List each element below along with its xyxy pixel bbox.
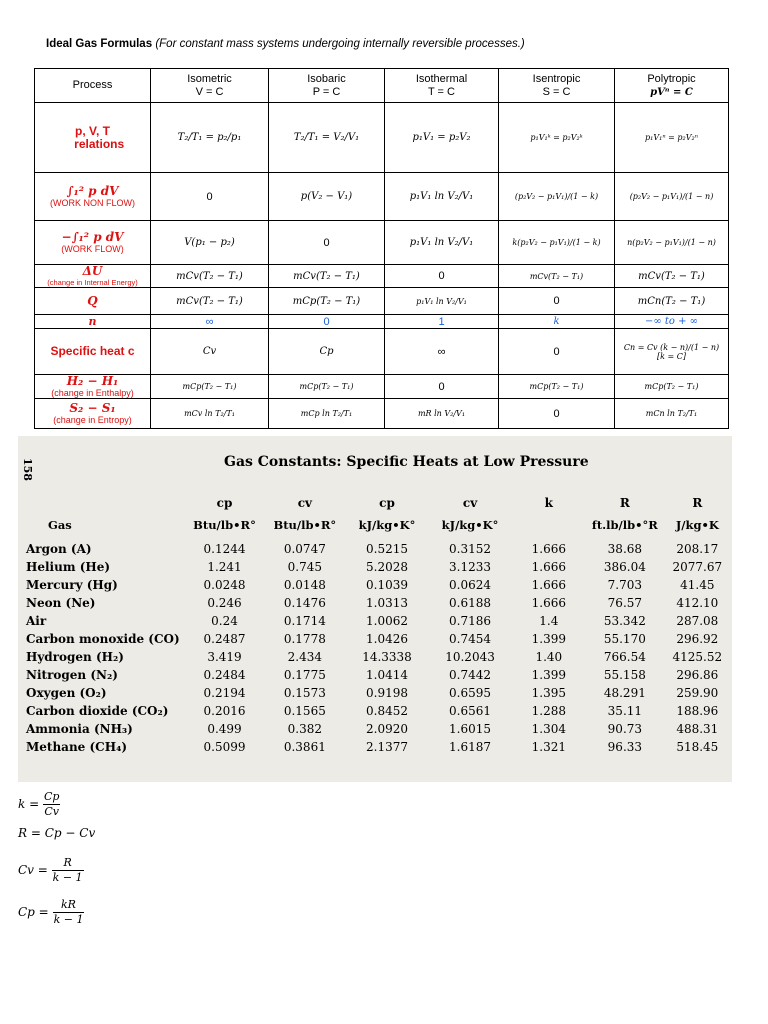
cell-q-isobaric: mCp(T₂ − T₁) — [269, 288, 385, 315]
symbol-cp-btu: cp — [216, 496, 233, 510]
gas-value: 0.382 — [287, 722, 323, 736]
cell-ds-isometric: mCv ln T₂/T₁ — [151, 399, 269, 429]
gas-name: Ammonia (NH₃) — [26, 722, 133, 736]
gas-value: 55.170 — [603, 632, 646, 646]
gas-name: Mercury (Hg) — [26, 578, 118, 592]
gas-value: 1.0414 — [366, 668, 408, 682]
gas-value: 0.7454 — [449, 632, 492, 646]
gas-value: 1.288 — [531, 704, 566, 718]
cell-du-isentropic: mCv(T₂ − T₁) — [499, 265, 615, 288]
cell-c-isothermal: ∞ — [385, 329, 499, 375]
gas-value: 0.5215 — [366, 542, 408, 556]
label-delta-h: H₂ − H₁ (change in Enthalpy) — [35, 375, 151, 399]
gas-value: 0.6188 — [449, 596, 492, 610]
cell-dh-isobaric: mCp(T₂ − T₁) — [269, 375, 385, 399]
table-row — [26, 558, 732, 576]
table-row — [26, 540, 732, 558]
row-pvt — [35, 103, 729, 173]
cell-n-isobaric: 0 — [269, 315, 385, 329]
cell-ds-polytropic: mCn ln T₂/T₁ — [615, 399, 729, 429]
gas-value: 386.04 — [603, 560, 646, 574]
gas-name: Carbon dioxide (CO₂) — [26, 704, 169, 718]
col-header-isothermal: Isothermal T = C — [385, 69, 499, 103]
col-header-process: Process — [35, 69, 151, 103]
header-row — [35, 69, 729, 103]
cell-q-isothermal: p₁V₁ ln V₂/V₁ — [385, 288, 499, 315]
row-delta-h — [35, 375, 729, 399]
gas-value: 53.342 — [603, 614, 646, 628]
cell-pvt-polytropic: p₁V₁ⁿ = p₂V₂ⁿ — [615, 103, 729, 173]
gas-value: 208.17 — [676, 542, 719, 556]
gas-value: 0.1714 — [283, 614, 326, 628]
gas-value: 0.7442 — [449, 668, 492, 682]
unit-cv-btu: Btu/lb•R° — [273, 518, 337, 532]
gas-value: 2.1377 — [366, 740, 408, 754]
gas-name: Oxygen (O₂) — [26, 686, 107, 700]
cell-flow-isobaric: 0 — [269, 221, 385, 265]
ideal-gas-formula-table — [34, 68, 729, 429]
gas-value: 1.399 — [531, 668, 566, 682]
gas-value: 188.96 — [676, 704, 719, 718]
gas-header: Gas — [48, 518, 72, 532]
gas-value: 5.2028 — [366, 560, 408, 574]
gas-name: Neon (Ne) — [26, 596, 96, 610]
row-n — [35, 315, 729, 329]
gas-value: 1.0062 — [366, 614, 408, 628]
gas-value: 287.08 — [676, 614, 719, 628]
gas-value: 10.2043 — [445, 650, 495, 664]
col-header-isobaric: Isobaric P = C — [269, 69, 385, 103]
gas-value: 2077.67 — [672, 560, 723, 574]
unit-cp-btu: Btu/lb•R° — [193, 518, 256, 532]
row-delta-s — [35, 399, 729, 429]
gas-value: 4125.52 — [672, 650, 723, 664]
gas-rows — [26, 540, 732, 756]
cell-pvt-isobaric: T₂/T₁ = V₂/V₁ — [269, 103, 385, 173]
table-row — [26, 594, 732, 612]
title-bold: Ideal Gas Formulas — [46, 38, 153, 50]
cell-flow-isometric: V(p₁ − p₂) — [151, 221, 269, 265]
cell-c-polytropic: Cn = Cv (k − n)/(1 − n) [k = C] — [615, 329, 729, 375]
gas-value: 412.10 — [676, 596, 719, 610]
gas-value: 296.92 — [676, 632, 719, 646]
gas-value: 0.24 — [211, 614, 238, 628]
gas-value: 76.57 — [607, 596, 643, 610]
label-n: n — [35, 315, 151, 329]
table-row — [26, 738, 732, 756]
gas-value: 1.241 — [207, 560, 242, 574]
page-number: 158 — [21, 458, 34, 481]
page-title — [46, 38, 525, 50]
gas-value: 0.1476 — [283, 596, 326, 610]
row-work-nonflow — [35, 173, 729, 221]
gas-value: 0.1778 — [283, 632, 326, 646]
cell-n-isothermal: 1 — [385, 315, 499, 329]
table-row — [26, 648, 732, 666]
label-work-nonflow: ∫₁² p dV (WORK NON FLOW) — [35, 173, 151, 221]
table-row — [26, 612, 732, 630]
cell-n-polytropic: −∞ to + ∞ — [615, 315, 729, 329]
cell-flow-isothermal: p₁V₁ ln V₂/V₁ — [385, 221, 499, 265]
gas-value: 2.434 — [287, 650, 323, 664]
symbol-k: k — [544, 496, 553, 510]
gas-value: 0.0148 — [283, 578, 326, 592]
label-specific-heat: Specific heat c — [35, 329, 151, 375]
table-row — [26, 720, 732, 738]
gas-value: 3.1233 — [449, 560, 492, 574]
cell-pvt-isometric: T₂/T₁ = p₂/p₁ — [151, 103, 269, 173]
cell-nonflow-isothermal: p₁V₁ ln V₂/V₁ — [385, 173, 499, 221]
symbol-row — [26, 488, 732, 510]
cell-q-isometric: mCv(T₂ − T₁) — [151, 288, 269, 315]
gas-name: Hydrogen (H₂) — [26, 650, 124, 664]
gas-constants-scan — [18, 436, 732, 782]
gas-value: 0.1573 — [283, 686, 326, 700]
gas-value: 1.0313 — [366, 596, 408, 610]
cell-nonflow-isometric: 0 — [151, 173, 269, 221]
gas-value: 296.86 — [676, 668, 719, 682]
table-row — [26, 684, 732, 702]
gas-name: Helium (He) — [26, 560, 111, 574]
gas-value: 0.6561 — [449, 704, 492, 718]
gas-value: 7.703 — [607, 578, 643, 592]
unit-cp-kj: kJ/kg•K° — [358, 518, 416, 532]
gas-value: 14.3338 — [362, 650, 412, 664]
row-work-flow — [35, 221, 729, 265]
gas-value: 0.8452 — [366, 704, 408, 718]
gas-value: 0.9198 — [366, 686, 408, 700]
row-q — [35, 288, 729, 315]
gas-value: 90.73 — [607, 722, 643, 736]
cell-ds-isentropic: 0 — [499, 399, 615, 429]
cell-du-polytropic: mCv(T₂ − T₁) — [615, 265, 729, 288]
gas-value: 1.399 — [531, 632, 566, 646]
gas-value: 1.395 — [531, 686, 566, 700]
gas-value: 0.0747 — [283, 542, 326, 556]
cell-dh-isentropic: mCp(T₂ − T₁) — [499, 375, 615, 399]
unit-r-j: J/kg•K — [675, 518, 719, 532]
gas-value: 0.745 — [287, 560, 323, 574]
gas-constants-table — [26, 488, 732, 756]
gas-value: 0.1039 — [366, 578, 408, 592]
relation-r: R = Cp − Cv — [18, 826, 96, 840]
gas-value: 1.666 — [531, 596, 566, 610]
label-q: Q — [35, 288, 151, 315]
gas-value: 1.666 — [531, 542, 566, 556]
symbol-r-ft: R — [619, 496, 630, 510]
col-header-isometric: Isometric V = C — [151, 69, 269, 103]
gas-value: 0.499 — [207, 722, 242, 736]
table-row — [26, 576, 732, 594]
gas-value: 1.6015 — [449, 722, 492, 736]
units-row — [26, 510, 732, 540]
cell-dh-isothermal: 0 — [385, 375, 499, 399]
gas-table-title: Gas Constants: Specific Heats at Low Pressure — [224, 454, 589, 470]
gas-value: 0.0624 — [449, 578, 492, 592]
cell-dh-polytropic: mCp(T₂ − T₁) — [615, 375, 729, 399]
cell-du-isobaric: mCv(T₂ − T₁) — [269, 265, 385, 288]
cell-n-isometric: ∞ — [151, 315, 269, 329]
gas-value: 3.419 — [207, 650, 242, 664]
cell-dh-isometric: mCp(T₂ − T₁) — [151, 375, 269, 399]
gas-value: 0.1565 — [283, 704, 326, 718]
gas-name: Carbon monoxide (CO) — [26, 632, 180, 646]
cell-c-isentropic: 0 — [499, 329, 615, 375]
gas-value: 35.11 — [607, 704, 643, 718]
gas-value: 0.7186 — [449, 614, 492, 628]
gas-value: 0.2487 — [203, 632, 246, 646]
gas-value: 0.246 — [207, 596, 242, 610]
cell-flow-isentropic: k(p₂V₂ − p₁V₁)/(1 − k) — [499, 221, 615, 265]
relation-cp: Cp = $\frac{kR}{k - 1}$ — [18, 898, 84, 926]
gas-value: 1.0426 — [366, 632, 408, 646]
cell-ds-isobaric: mCp ln T₂/T₁ — [269, 399, 385, 429]
gas-value: 0.1244 — [203, 542, 246, 556]
unit-k — [511, 510, 587, 540]
unit-cv-kj: kJ/kg•K° — [441, 518, 499, 532]
cell-q-polytropic: mCn(T₂ − T₁) — [615, 288, 729, 315]
gas-value: 0.2484 — [203, 668, 246, 682]
gas-value: 1.6187 — [449, 740, 492, 754]
col-header-isentropic: Isentropic S = C — [499, 69, 615, 103]
cell-ds-isothermal: mR ln V₂/V₁ — [385, 399, 499, 429]
label-delta-s: S₂ − S₁ (change in Entropy) — [35, 399, 151, 429]
table-row — [26, 630, 732, 648]
gas-name: Methane (CH₄) — [26, 740, 127, 754]
gas-value: 0.0248 — [203, 578, 246, 592]
gas-value: 96.33 — [607, 740, 643, 754]
gas-value: 1.321 — [531, 740, 566, 754]
gas-value: 1.666 — [531, 560, 566, 574]
row-delta-u — [35, 265, 729, 288]
gas-value: 259.90 — [676, 686, 719, 700]
relation-cv: Cv = $\frac{R}{k - 1}$ — [18, 856, 83, 884]
table-row — [26, 702, 732, 720]
gas-value: 0.3861 — [283, 740, 326, 754]
cell-nonflow-polytropic: (p₂V₂ − p₁V₁)/(1 − n) — [615, 173, 729, 221]
cell-nonflow-isentropic: (p₂V₂ − p₁V₁)/(1 − k) — [499, 173, 615, 221]
cell-c-isometric: Cv — [151, 329, 269, 375]
cell-n-isentropic: k — [499, 315, 615, 329]
relation-k: k = $\frac{Cp}{Cv}$ — [18, 790, 60, 818]
symbol-r-j: R — [692, 496, 703, 510]
label-work-flow: −∫₁² p dV (WORK FLOW) — [35, 221, 151, 265]
gas-value: 0.6595 — [449, 686, 492, 700]
gas-value: 48.291 — [603, 686, 646, 700]
gas-value: 0.2194 — [203, 686, 246, 700]
symbol-cp-kj: cp — [379, 496, 395, 510]
row-specific-heat — [35, 329, 729, 375]
gas-value: 1.4 — [539, 614, 559, 628]
cell-flow-polytropic: n(p₂V₂ − p₁V₁)/(1 − n) — [615, 221, 729, 265]
gas-value: 1.304 — [531, 722, 566, 736]
symbol-cv-btu: cv — [297, 496, 312, 510]
cell-du-isometric: mCv(T₂ − T₁) — [151, 265, 269, 288]
cell-c-isobaric: Cp — [269, 329, 385, 375]
cell-nonflow-isobaric: p(V₂ − V₁) — [269, 173, 385, 221]
gas-value: 766.54 — [603, 650, 646, 664]
cell-pvt-isothermal: p₁V₁ = p₂V₂ — [385, 103, 499, 173]
col-header-polytropic: Polytropic pVⁿ = C — [615, 69, 729, 103]
gas-value: 55.158 — [603, 668, 646, 682]
title-italic: (For constant mass systems undergoing internally reversible processes.) — [155, 38, 525, 50]
gas-value: 38.68 — [607, 542, 643, 556]
gas-value: 2.0920 — [366, 722, 408, 736]
label-pvt: p, V, T relations — [35, 103, 151, 173]
cell-pvt-isentropic: p₁V₁ᵏ = p₂V₂ᵏ — [499, 103, 615, 173]
gas-value: 1.666 — [531, 578, 566, 592]
gas-value: 518.45 — [676, 740, 719, 754]
gas-name: Air — [26, 614, 47, 628]
cell-du-isothermal: 0 — [385, 265, 499, 288]
label-delta-u: ΔU (change in Internal Energy) — [35, 265, 151, 288]
gas-value: 488.31 — [676, 722, 719, 736]
table-row — [26, 666, 732, 684]
cell-q-isentropic: 0 — [499, 288, 615, 315]
gas-name: Nitrogen (N₂) — [26, 668, 118, 682]
gas-value: 0.5099 — [203, 740, 246, 754]
symbol-cv-kj: cv — [462, 496, 478, 510]
unit-r-ft: ft.lb/lb•°R — [591, 518, 658, 532]
gas-value: 1.40 — [535, 650, 563, 664]
gas-value: 0.3152 — [449, 542, 492, 556]
gas-value: 41.45 — [680, 578, 715, 592]
gas-name: Argon (A) — [26, 542, 92, 556]
gas-value: 0.1775 — [283, 668, 326, 682]
gas-value: 0.2016 — [203, 704, 246, 718]
